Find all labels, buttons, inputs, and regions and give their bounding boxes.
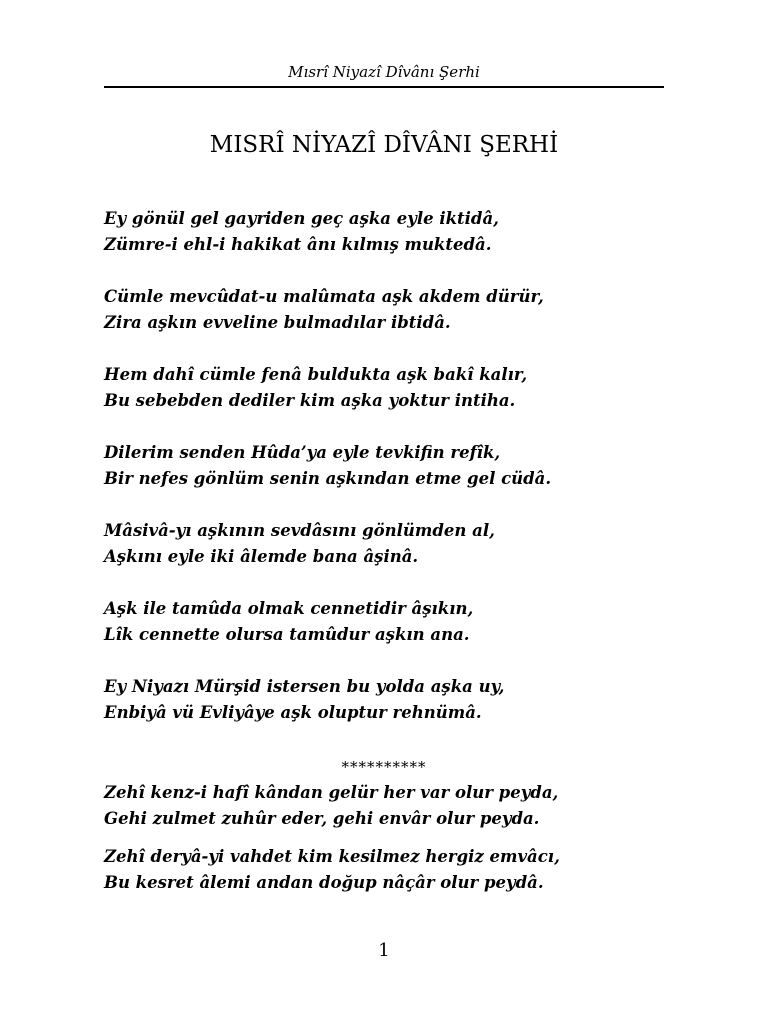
verse-line: Cümle mevcûdat-u malûmata aşk akdem dürür,: [104, 287, 544, 306]
verse-line: Bu sebebden dediler kim aşka yoktur intiha.: [104, 391, 516, 410]
couplet: [104, 518, 674, 570]
verse-line: Zira aşkın evveline bulmadılar ibtidâ.: [104, 313, 451, 332]
couplet: [104, 674, 674, 726]
couplet: [104, 440, 674, 492]
verse-line: Aşk ile tamûda olmak cennetidir âşıkın,: [104, 599, 474, 618]
page-title: MISRÎ NİYAZÎ DÎVÂNI ŞERHİ: [209, 132, 559, 158]
verse-line: Aşkını eyle iki âlemde bana âşinâ.: [104, 547, 419, 566]
poem-section-2: [104, 780, 674, 908]
couplet: [104, 844, 674, 896]
verse-line: Bu kesret âlemi andan doğup nâçâr olur peydâ.: [104, 873, 544, 892]
couplet: [104, 284, 674, 336]
verse-line: Lîk cennette olursa tamûdur aşkın ana.: [104, 625, 470, 644]
verse-line: Bir nefes gönlüm senin aşkından etme gel cüdâ.: [104, 469, 552, 488]
verse-line: Mâsivâ-yı aşkının sevdâsını gönlümden al,: [104, 521, 495, 540]
verse-line: Zehî deryâ-yi vahdet kim kesilmez hergiz emvâcı,: [104, 847, 560, 866]
verse-line: Zümre-i ehl-i hakikat ânı kılmış muktedâ.: [104, 235, 492, 254]
header-rule: [104, 86, 664, 88]
verse-line: Enbiyâ vü Evliyâye aşk oluptur rehnümâ.: [104, 703, 482, 722]
verse-line: Zehî kenz-i hafî kândan gelür her var olur peyda,: [104, 783, 559, 802]
couplet: [104, 206, 674, 258]
verse-line: Ey gönül gel gayriden geç aşka eyle iktidâ,: [104, 209, 499, 228]
poem-section-1: [104, 206, 674, 752]
section-separator: **********: [341, 758, 427, 776]
couplet: [104, 780, 674, 832]
couplet: [104, 362, 674, 414]
couplet: [104, 596, 674, 648]
verse-line: Dilerim senden Hûda’ya eyle tevkifin refîk,: [104, 443, 501, 462]
running-header: Mısrî Niyazî Dîvânı Şerhi: [288, 63, 480, 81]
page-number: 1: [378, 940, 390, 961]
verse-line: Ey Niyazı Mürşid istersen bu yolda aşka uy,: [104, 677, 505, 696]
verse-line: Gehi zulmet zuhûr eder, gehi envâr olur peyda.: [104, 809, 540, 828]
verse-line: Hem dahî cümle fenâ buldukta aşk bakî kalır,: [104, 365, 528, 384]
